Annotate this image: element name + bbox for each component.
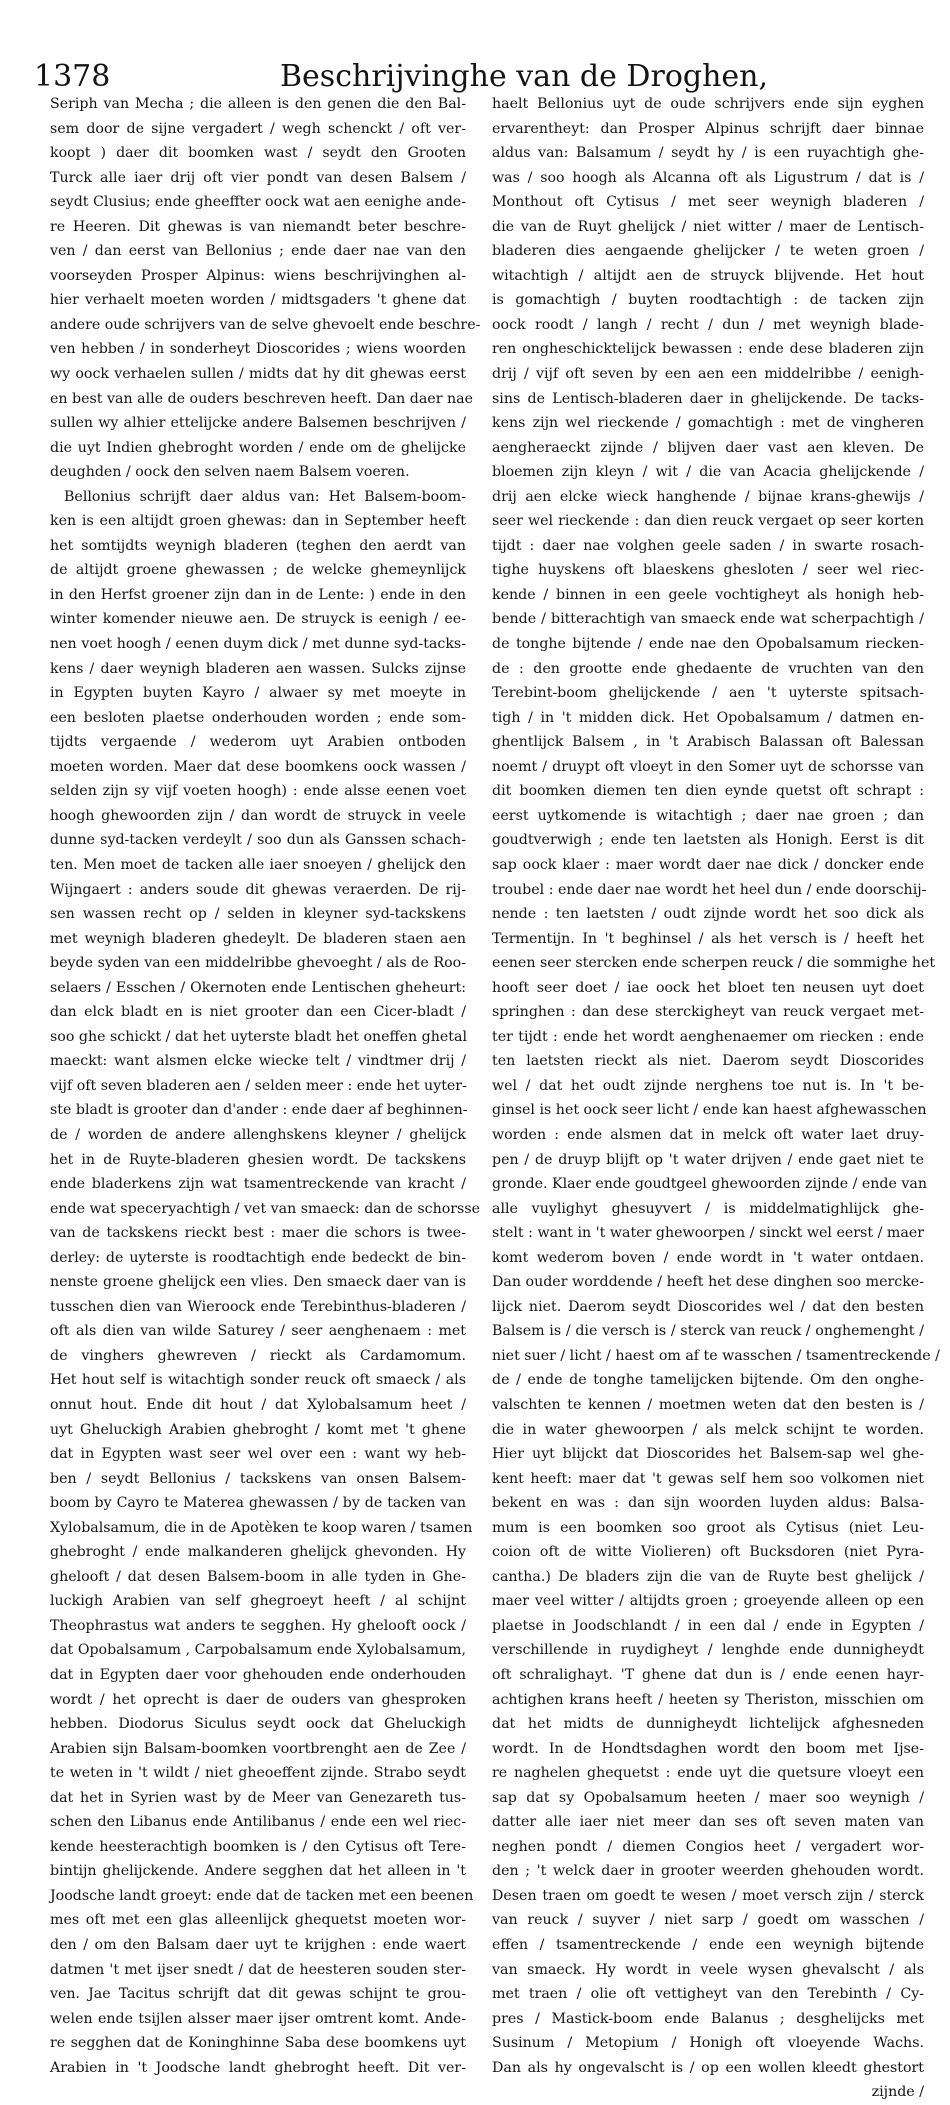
text-line: wordt / het oprecht is daer de ouders van ghesproken [50, 1691, 466, 1708]
text-line: pen / de druyp blijft op 't water drijven / ende gaet niet te [492, 1151, 924, 1168]
text-line: luckigh Arabien van self ghegroeyt heeft / al schijnt [50, 1593, 466, 1610]
text-line: neghen pondt / diemen Congios heet / vergadert wor- [492, 1838, 924, 1855]
text-line: selaers / Esschen / Okernoten ende Lentischen gheheurt: [50, 979, 466, 996]
text-line: aldus van: Balsamum / seydt hy / is een ruyachtigh ghe- [492, 145, 924, 162]
left-text-column [50, 92, 481, 2080]
text-line: welen ende tsijlen alsser maer ijser omtrent komt. Ande- [50, 2010, 466, 2027]
text-line: de / worden de andere allenghskens kleyner / ghelijck [50, 1126, 466, 1143]
text-line: kende / binnen in een geele vochtigheyt als honigh heb- [492, 586, 924, 603]
text-line: cantha.) De bladers zijn die van de Ruyte best ghelijck / [492, 1568, 924, 1585]
text-line: sem door de sijne vergadert / wegh schenckt / oft ver- [50, 120, 466, 137]
text-line: plaetse in Joodschlandt / in een dal / ende in Egypten / [492, 1617, 924, 1634]
text-line: te weten in 't wildt / niet gheoeffent zijnde. Strabo seydt [50, 1765, 466, 1782]
text-line: achtighen krans heeft / heeten sy Theriston, misschien om [492, 1691, 924, 1708]
text-line: maer veel witter / altijdts groen ; groeyende alleen op een [492, 1593, 924, 1610]
text-line: ven / dan eerst van Bellonius ; ende daer nae van den [50, 243, 466, 260]
text-line: tighe huyskens oft blaeskens ghesloten / seer wel riec- [492, 562, 924, 579]
text-line: uyt Gheluckigh Arabien ghebroght / komt met 't ghene [50, 1421, 466, 1438]
text-line: nen voet hoogh / eenen duym dick / met dunne syd-tacks- [50, 636, 466, 653]
text-line: eenen seer stercken ende scherpen reuck / die sommighe het [492, 955, 936, 972]
text-line: onnut hout. Ende dit hout / dat Xylobalsamum heet / [50, 1396, 466, 1413]
text-line: coion oft de witte Violieren) oft Bucksdoren (niet Pyra- [492, 1544, 924, 1561]
text-line: winter komender nieuwe aen. De struyck is eenigh / ee- [50, 611, 466, 628]
text-line: die uyt Indien ghebroght worden / ende om de ghelijcke [50, 439, 466, 456]
text-line: ter tijdt : ende het wordt aenghenaemer om riecken : ende [492, 1028, 924, 1045]
text-line: springhen : dan dese sterckigheyt van reuck vergaet met- [492, 1004, 924, 1021]
text-line: de vinghers ghewreven / rieckt als Cardamomum. [50, 1347, 466, 1364]
text-line: re naghelen ghequetst : ende uyt die quetsure vloeyt een [492, 1765, 924, 1782]
text-line: valschten te kennen / moetmen weten dat den besten is / [492, 1396, 924, 1413]
text-line: dat in Egypten daer voor ghehouden ende onderhouden [50, 1667, 466, 1683]
text-line: kent heeft: maer dat 't gewas self hem soo volkomen niet [492, 1470, 924, 1487]
text-line: Terebint-boom ghelijckende / aen 't uyterste spitsach- [492, 685, 924, 702]
text-line: nende : ten laetsten / oudt zijnde wordt het soo dick als [492, 906, 924, 923]
text-line: ste bladt is grooter dan d'ander : ende daer af beghinnen- [50, 1102, 468, 1119]
text-line: Het hout self is witachtigh sonder reuck oft smaeck / als [50, 1372, 466, 1389]
text-line: ten. Men moet de tacken alle iaer snoeyen / ghelijck den [50, 856, 466, 873]
text-line: Arabien in 't Joodsche landt ghebroght heeft. Dit ver- [50, 2059, 466, 2076]
text-line: moeten worden. Maer dat dese boomkens oock wassen / [50, 758, 466, 775]
text-line: gronde. Klaer ende goudtgeel ghewoorden zijnde / ende van [492, 1176, 928, 1193]
text-line: tigh / in 't midden dick. Het Opobalsamum / datmen en- [492, 709, 924, 726]
text-line: Hier uyt blijckt dat Dioscorides het Balsem-sap wel ghe- [492, 1446, 924, 1463]
text-line: Wijngaert : anders soude dit ghewas veraerden. De rij- [50, 881, 466, 898]
text-line: het somtijdts weynigh bladeren (teghen den aerdt van [50, 537, 466, 554]
text-line: sap dat sy Opobalsamum heeten / maer soo weynigh / [492, 1789, 924, 1806]
text-line: Bellonius schrijft daer aldus van: Het Balsem-boom- [64, 488, 466, 505]
text-line: in Egypten buyten Kayro / alwaer sy met moeyte in [50, 685, 466, 702]
page-number: 1378 [34, 59, 111, 94]
text-line: wel / dat het oudt zijnde nerghens toe nut is. In 't be- [492, 1077, 924, 1094]
text-line: sins de Lentisch-bladeren daer in ghelijckende. De tacks- [492, 390, 924, 407]
text-line: van de tackskens rieckt best : maer die schors is twee- [50, 1225, 466, 1242]
text-line: nenste groene ghelijck een vlies. Den smaeck daer van is [50, 1274, 466, 1291]
text-line: wy oock verhaelen sullen / midts dat hy dit ghewas eerst [50, 366, 466, 383]
text-line: met traen / olie oft vettigheyt van den Terebinth / Cy- [492, 1986, 924, 2003]
text-line: re segghen dat de Koninghinne Saba dese boomkens uyt [50, 2035, 466, 2052]
text-line: den / om den Balsam daer uyt te krijghen : ende waert [50, 1937, 466, 1954]
text-line: met weynigh bladeren ghedeylt. De bladeren staen aen [50, 930, 466, 947]
text-line: den ; 't welck daer in grooter weerden ghehouden wordt. [492, 1863, 924, 1880]
text-line: het in de Ruyte-bladeren ghesien wordt. De tackskens [50, 1151, 466, 1168]
text-line: zijnde / [871, 2084, 924, 2101]
text-line: datmen 't met ijser snedt / dat de heesteren souden ster- [50, 1961, 466, 1978]
text-line: andere oude schrijvers van de selve ghevoelt ende beschre- [50, 316, 481, 333]
text-line: ghebroght / ende malkanderen ghelijck ghevonden. Hy [50, 1544, 466, 1561]
text-line: Monthout oft Cytisus / met seer weynigh bladeren / [492, 194, 924, 211]
text-line: Xylobalsamum, die in de Apotèken te koop waren / tsamen [50, 1519, 473, 1536]
text-line: oock roodt / langh / recht / dun / met weynigh blade- [492, 316, 924, 333]
text-line: haelt Bellonius uyt de oude schrijvers ende sijn eyghen [492, 96, 924, 112]
text-line: van reuck / suyver / niet sarp / goedt om wasschen / [492, 1912, 924, 1929]
text-line: de tonghe bijtende / ende nae den Opobalsamum riecken- [492, 636, 924, 653]
text-line: oft als dien van wilde Saturey / seer aenghenaem : met [50, 1323, 466, 1340]
text-line: van smaeck. Hy wordt in veele wysen ghevalscht / als [492, 1961, 924, 1978]
text-line: een besloten plaetse onderhouden worden ; ende som- [50, 709, 466, 726]
text-line: kens / daer weynigh bladeren aen wassen. Sulcks zijnse [50, 660, 466, 677]
text-line: ven hebben / in sonderheyt Dioscorides ; wiens woorden [50, 341, 466, 358]
text-line: dat in Egypten wast seer wel over een : want wy heb- [50, 1446, 466, 1463]
text-line: selden zijn sy vijf voeten hoogh) : ende alsse eenen voet [50, 783, 466, 800]
text-line: hebben. Diodorus Siculus seydt oock dat Gheluckigh [50, 1716, 466, 1733]
text-line: pres / Mastick-boom ende Balanus ; desghelijcks met [492, 2010, 924, 2027]
text-line: die van de Ruyt ghelijck / niet witter / maer de Lentisch- [492, 218, 924, 235]
text-line: goudtverwigh ; ende ten laetsten als Honigh. Eerst is dit [492, 832, 924, 849]
text-line: dat het in Syrien wast by de Meer van Genezareth tus- [50, 1789, 466, 1806]
text-line: maeckt: want alsmen elcke wiecke telt / vindtmer drij / [50, 1053, 466, 1070]
text-line: ben / seydt Bellonius / tackskens van onsen Balsem- [50, 1470, 466, 1487]
text-line: en best van alle de ouders beschreven heeft. Dan daer nae [50, 390, 473, 407]
text-line: bladeren dies aengaende ghelijcker / te weten groen / [492, 243, 924, 260]
text-line: Dan als hy ongevalscht is / op een wollen kleedt ghestort [492, 2059, 924, 2076]
text-line: derley: de uyterste is roodtachtigh ende bedeckt de bin- [50, 1249, 466, 1266]
text-line: voorseyden Prosper Alpinus: wiens beschrijvinghen al- [50, 267, 466, 284]
text-line: ervarentheyt: dan Prosper Alpinus schrijft daer binnae [492, 120, 924, 137]
text-line: lijck niet. Daerom seydt Dioscorides wel / dat den besten [492, 1298, 924, 1315]
text-line: Susinum / Metopium / Honigh oft vloeyende Wachs. [492, 2035, 924, 2052]
text-line: ken is een altijdt groen ghewas: dan in September heeft [50, 513, 466, 530]
text-line: sullen wy alhier ettelijcke andere Balsemen beschrijven / [50, 415, 466, 432]
text-line: Termentijn. In 't beghinsel / als het versch is / heeft het [492, 930, 924, 947]
text-line: ren ongheschicktelijck bewassen : ende dese bladeren zijn [492, 341, 924, 358]
text-line: stelt : want in 't water ghewoorpen / sinckt wel eerst / maer [492, 1225, 924, 1242]
text-line: dat Opobalsamum , Carpobalsamum ende Xylobalsamum, [50, 1642, 466, 1659]
text-line: hooft seer doet / iae oock het bloet ten neusen uyt doet [492, 979, 924, 996]
text-line: tijdts vergaende / wederom uyt Arabien ontboden [50, 734, 466, 751]
text-line: dit boomken diemen ten dien eynde quetst oft schrapt : [492, 783, 924, 800]
text-line: Arabien sijn Balsam-boomken voortbrenght aen de Zee / [50, 1740, 466, 1757]
text-line: was / soo hoogh als Alcanna oft als Ligustrum / dat is / [492, 169, 924, 186]
text-line: de / ende de tonghe tamelijcken bijtende. Om den onghe- [492, 1372, 924, 1389]
text-line: ghentlijck Balsem , in 't Arabisch Balassan oft Balessan [492, 734, 924, 751]
text-line: tijdt : daer nae volghen geele saden / in swarte rosach- [492, 537, 924, 554]
text-line: is gomachtigh / buyten roodtachtigh : de tacken zijn [492, 292, 924, 309]
text-line: drij / vijf oft seven by een aen een middelribbe / eenigh- [492, 366, 924, 383]
text-line: sap oock klaer : maer wordt daer nae dick / doncker ende [492, 856, 924, 873]
text-line: Turck alle iaer drij oft vier pondt van desen Balsem / [50, 169, 466, 186]
right-text-column [492, 92, 940, 2105]
text-line: dat het midts de dunnigheydt lichtelijck afghesneden [492, 1716, 924, 1733]
text-line: de : den grootte ende ghedaente de vruchten van den [492, 660, 924, 677]
text-line: niet suer / licht / haest om af te wasschen / tsamentreckende / [492, 1347, 940, 1364]
text-line: dunne syd-tacken verdeylt / soo dun als Ganssen schach- [50, 832, 466, 849]
text-line: oft schralighayt. 'T ghene dat dun is / ende eenen hayr- [492, 1667, 924, 1683]
text-line: eerst uytkomende is witachtigh ; daer nae groen ; dan [492, 807, 924, 824]
text-line: mes oft met een glas alleenlijck ghequetst moeten wor- [50, 1912, 466, 1929]
text-line: de altijdt groene ghewassen ; de welcke ghemeynlijck [50, 562, 466, 579]
text-line: noemt / druypt oft vloeyt in den Somer uyt de schorsse van [492, 758, 924, 775]
text-line: sen wassen recht op / selden in kleyner syd-tackskens [50, 906, 466, 923]
text-line: worden : ende alsmen dat in melck oft water laet druy- [492, 1126, 924, 1143]
text-line: bekent en was : dan sijn woorden luyden aldus: Balsa- [492, 1495, 924, 1512]
text-line: vijf oft seven bladeren aen / selden meer : ende het uyter- [50, 1077, 467, 1094]
text-line: ghelooft / dat desen Balsem-boom in alle tyden in Ghe- [50, 1568, 466, 1585]
text-line: re Heeren. Dit ghewas is van niemandt beter beschre- [50, 218, 466, 235]
text-line: ginsel is het oock seer licht / ende kan haest afghewasschen [492, 1102, 927, 1119]
text-line: soo ghe schickt / dat het uyterste bladt het oneffen ghetal [50, 1028, 467, 1045]
text-line: datter alle iaer niet meer dan ses oft seven maten van [492, 1814, 924, 1831]
text-line: aengheraeckt zijnde / blijven daer vast aen kleven. De [492, 439, 924, 456]
text-line: effen / tsamentreckende / ende een weynigh bijtende [492, 1937, 924, 1954]
text-line: schen den Libanus ende Antilibanus / ende een wel riec- [50, 1814, 466, 1831]
text-line: hier verhaelt moeten worden / midtsgaders 't ghene dat [50, 292, 466, 309]
text-line: tusschen dien van Wieroock ende Terebinthus-bladeren / [50, 1298, 466, 1315]
text-line: bintijn ghelijckende. Andere segghen dat het alleen in 't [50, 1863, 466, 1880]
text-line: ten laetsten rieckt als niet. Daerom seydt Dioscorides [492, 1053, 924, 1070]
text-line: ende bladerkens zijn wat tsamentreckende van kracht / [50, 1176, 466, 1193]
text-line: Joodsche landt groeyt: ende dat de tacken met een beenen [50, 1887, 474, 1904]
text-line: boom by Cayro te Materea ghewassen / by de tacken van [50, 1495, 466, 1512]
text-line: ende wat speceryachtigh / vet van smaeck: dan de schorsse [50, 1200, 481, 1217]
text-line: bende / bitterachtigh van smaeck ende wat scherpachtigh / [492, 611, 924, 628]
text-line: verschillende in ruydigheyt / lenghde ende dunnigheydt [492, 1642, 924, 1659]
text-line: komt wederom boven / ende wordt in 't water ontdaen. [492, 1249, 924, 1266]
text-line: ven. Jae Tacitus schrijft dat dit gewas schijnt te grou- [50, 1986, 466, 2003]
text-line: Balsem is / die versch is / sterck van reuck / onghemenght / [492, 1323, 924, 1340]
text-line: Desen traen om goedt te wesen / moet versch zijn / sterck [492, 1887, 924, 1904]
text-line: kende heesterachtigh boomken is / den Cytisus oft Tere- [50, 1838, 466, 1855]
text-line: dan elck bladt en is niet grooter dan een Cicer-bladt / [50, 1004, 466, 1021]
text-line: koopt ) daer dit boomken wast / seydt den Grooten [50, 145, 466, 162]
text-line: drij aen elcke wieck hanghende / bijnae krans-ghewijs / [492, 488, 924, 505]
text-line: die in water ghewoorpen / als melck schijnt te worden. [492, 1421, 924, 1438]
text-line: hoogh ghewoorden zijn / dan wordt de struyck in veele [50, 807, 466, 824]
text-line: kens zijn wel rieckende / gomachtigh : met de vingheren [492, 415, 924, 432]
text-line: witachtigh / altijdt aen de struyck blijvende. Het hout [492, 267, 924, 284]
text-line: troubel : ende daer nae wordt het heel dun / ende doorschij- [492, 881, 927, 898]
text-line: Theophrastus wat anders te segghen. Hy ghelooft oock / [50, 1617, 466, 1634]
running-title: Beschrijvinghe van de Droghen, [280, 59, 769, 94]
text-line: bloemen zijn kleyn / wit / die van Acacia ghelijckende / [492, 464, 924, 481]
text-line: seydt Clusius; ende gheeffter oock wat aen eenighe ande- [50, 194, 466, 211]
text-line: wordt. In de Hondtsdaghen wordt den boom met Ijse- [492, 1740, 924, 1757]
text-line: alle vuylighyt ghesuyvert / is middelmatighlijck ghe- [492, 1200, 924, 1217]
text-line: Seriph van Mecha ; die alleen is den genen die den Bal- [50, 96, 466, 112]
text-line: Dan ouder worddende / heeft het dese dinghen soo mercke- [492, 1274, 924, 1291]
text-line: mum is een boomken soo groot als Cytisus (niet Leu- [492, 1519, 924, 1536]
text-line: deughden / oock den selven naem Balsem voeren. [50, 464, 410, 481]
text-line: seer wel rieckende : dan dien reuck vergaet op seer korten [492, 513, 924, 530]
text-line: in den Herfst groener zijn dan in de Lente: ) ende in den [50, 586, 466, 603]
text-line: beyde syden van een middelribbe ghevoeght / als de Roo- [50, 955, 466, 972]
